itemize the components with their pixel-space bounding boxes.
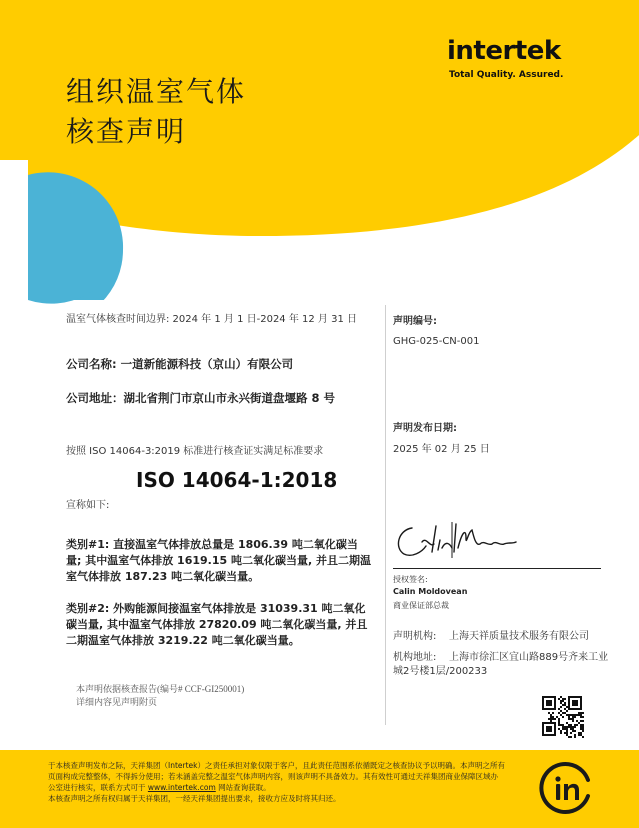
claim2-text: 外购能源间接温室气体排放是 31039.31 吨二氧化碳当量, 其中温室气体排放 27820.09 吨二氧化碳当量, 并且二期温室气体排放 3219.22 吨二氧化碳当量。 xyxy=(66,602,368,647)
footer-line2: 页面构成完整整体，不得拆分使用；若未涵盖完整之温室气体声明内容，则该声明不具备效力。其有效性可通过天祥集团商业保障区域办 xyxy=(48,772,498,781)
iso-standard: ISO 14064-1:2018 xyxy=(136,468,338,492)
signatory-name: Calin Moldovean xyxy=(393,587,468,596)
declaration-intro: 宣称如下: xyxy=(66,500,110,511)
issuer-address-line2: 城2号楼1层/200233 xyxy=(393,666,488,677)
intertek-circle-logo-icon xyxy=(538,760,594,816)
verification-period: 温室气体核查时间边界: 2024 年 1 月 1 日-2024 年 12 月 31 日 xyxy=(66,314,358,325)
issuer-name: 上海天祥质量技术服务有限公司 xyxy=(449,631,589,642)
claim-category-2 xyxy=(66,601,372,649)
column-divider xyxy=(385,305,386,725)
statement-number-label: 声明编号: xyxy=(393,316,437,327)
signatory-title: 商业保证部总裁 xyxy=(393,601,449,610)
doc-title-line2: 核查声明 xyxy=(66,115,187,148)
claim1-text: 直接温室气体排放总量是 1806.39 吨二氧化碳当量; 其中温室气体排放 1619.15 吨二氧化碳当量, 并且二期温室气体排放 187.23 吨二氧化碳当量。 xyxy=(66,538,371,583)
signature-line xyxy=(393,568,601,569)
statement-number: GHG-025-CN-001 xyxy=(393,336,480,347)
signatory-label: 授权签名: xyxy=(393,575,428,584)
issuer-label: 声明机构: xyxy=(393,631,437,642)
appendix-note: 详细内容见声明附页 xyxy=(76,697,158,707)
standard-note: 按照 ISO 14064-3:2019 标准进行核查证实满足标准要求 xyxy=(66,446,324,457)
claim1-label: 类别#1: xyxy=(66,538,110,551)
signature-image xyxy=(392,518,532,564)
issuer-address-line1: 上海市徐汇区宜山路889号齐来工业 xyxy=(449,652,609,663)
company-name: 公司名称: 一道新能源科技（京山）有限公司 xyxy=(66,357,294,371)
claim2-label: 类别#2: xyxy=(66,602,110,615)
issue-date-label: 声明发布日期: xyxy=(393,423,457,434)
company-address: 公司地址：湖北省荆门市京山市永兴街道盘堰路 8 号 xyxy=(66,391,336,405)
footer-disclaimer xyxy=(48,760,538,804)
claim-category-1 xyxy=(66,537,372,585)
issue-date: 2025 年 02 月 25 日 xyxy=(393,444,490,455)
footer-line1: 于本核查声明发布之际，天祥集团（Intertek）之责任承担对象仅限于客户，且此责任范围系依循既定之核查协议予以明确。本声明之所有 xyxy=(48,761,505,770)
report-reference: 本声明依据核查报告(编号# CCF-GI250001) xyxy=(76,684,245,694)
intertek-website-link[interactable]: www.intertek.com xyxy=(147,783,216,792)
qr-code[interactable] xyxy=(542,696,584,738)
doc-title-line1: 组织温室气体 xyxy=(66,75,247,108)
footer-line3: 公室进行核实，联系方式可于 www.intertek.com 网站查询获取。 xyxy=(48,783,271,792)
intertek-logo: intertek xyxy=(447,36,561,66)
footer-line4: 本核查声明之所有权归属于天祥集团，一经天祥集团提出要求，接收方应及时将其归还。 xyxy=(48,794,341,803)
logo-tagline: Total Quality. Assured. xyxy=(449,70,564,80)
issuer-address-label: 机构地址: xyxy=(393,652,437,663)
